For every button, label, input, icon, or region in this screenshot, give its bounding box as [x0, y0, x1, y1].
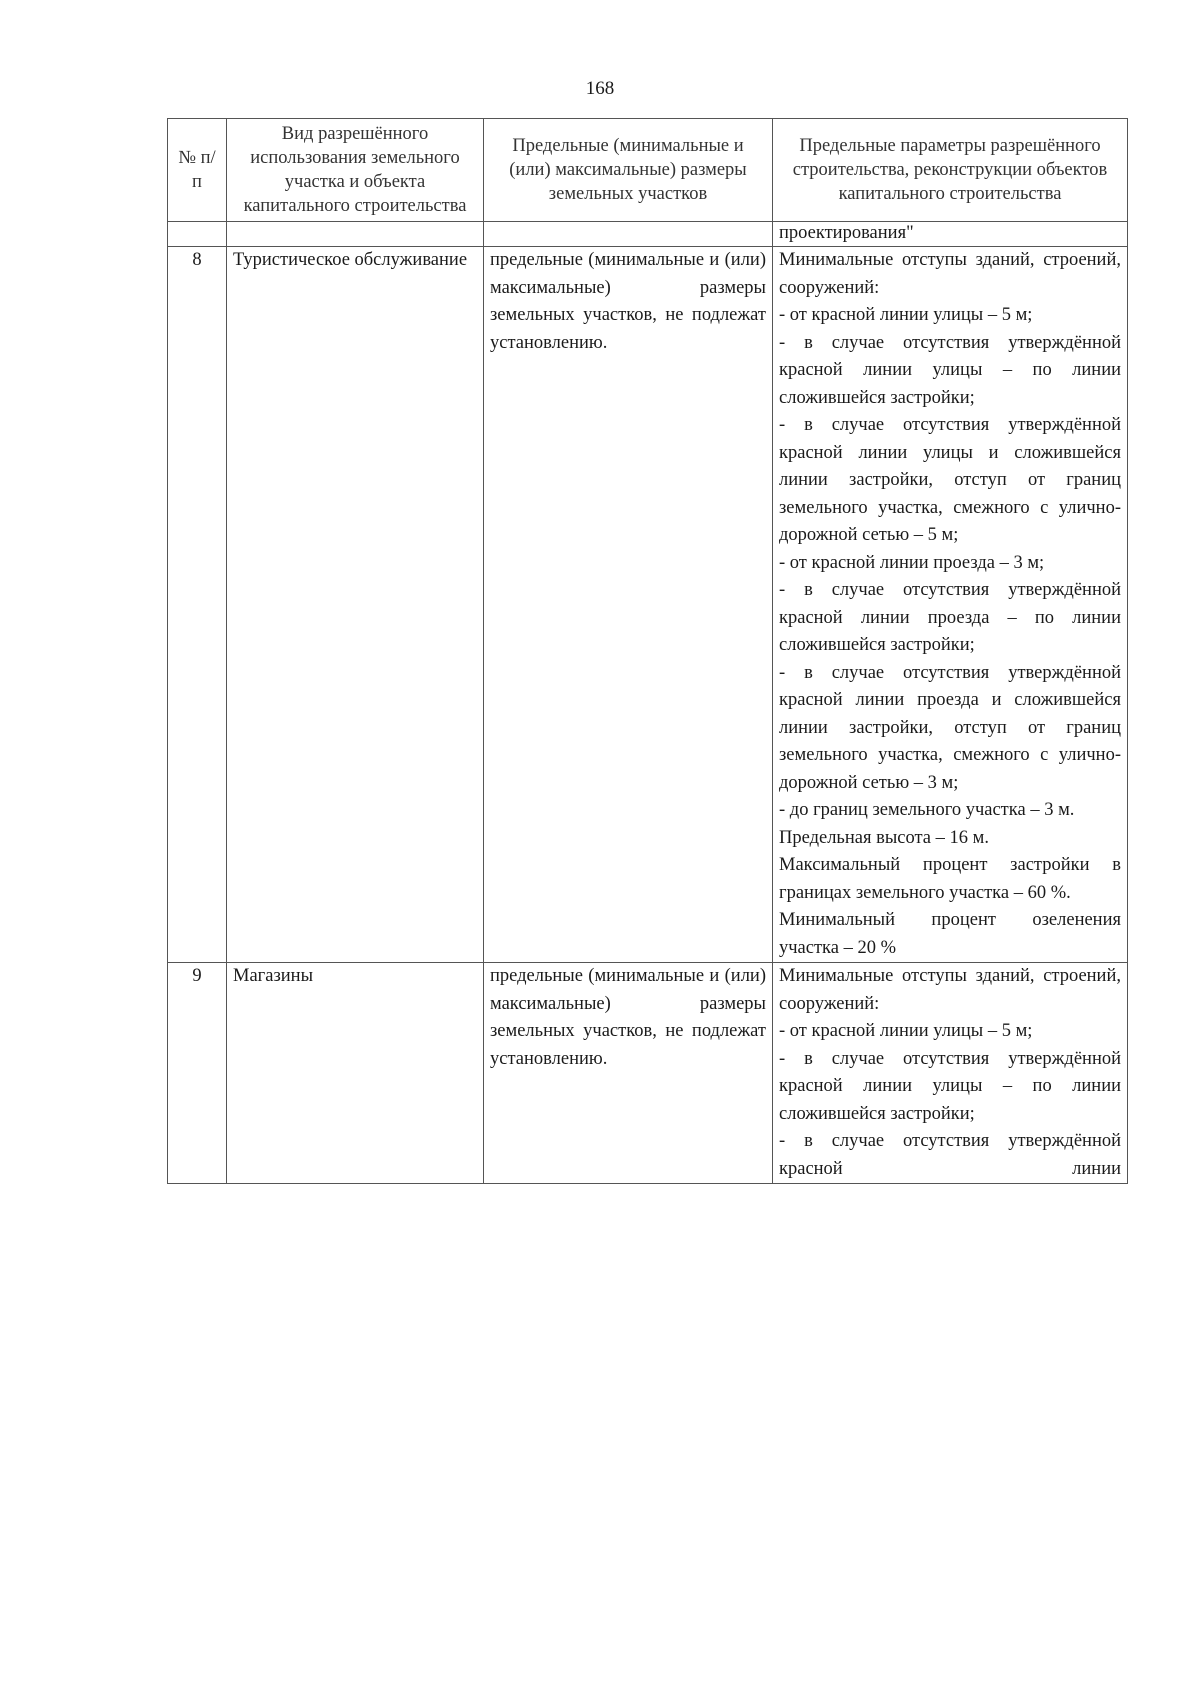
row-plot-size-limits: предельные (минимальные и (или) максимальные) размеры земельных участков, не подлежат установлению. [484, 247, 773, 963]
param-line: Минимальный процент озеленения участка – 20 % [779, 910, 1121, 958]
land-use-regulations-table [167, 118, 1128, 1184]
row-number: 8 [168, 247, 227, 963]
table-row [168, 963, 1128, 1184]
table-cell-empty [227, 222, 484, 247]
row-plot-size-limits: предельные (минимальные и (или) максимальные) размеры земельных участков, не подлежат установлению. [484, 963, 773, 1184]
param-line: - в случае отсутствия утверждённой красной линии улицы – по линии сложившейся застройки; [779, 332, 1121, 408]
header-number: № п/п [168, 119, 227, 222]
param-line: - в случае отсутствия утверждённой красной линии улицы – по линии сложившейся застройки; [779, 1048, 1121, 1124]
header-plot-size-limits: Предельные (минимальные и (или) максимальные) размеры земельных участков [484, 119, 773, 222]
page-number: 168 [585, 78, 615, 99]
param-line: - от красной линии проезда – 3 м; [779, 552, 1045, 573]
header-construction-parameters: Предельные параметры разрешённого строительства, реконструкции объектов капитального строительства [773, 119, 1128, 222]
continuation-text: проектирования" [773, 222, 1128, 247]
param-line: - в случае отсутствия утверждённой красной линии проезда – по линии сложившейся застройки; [779, 580, 1121, 655]
header-permitted-use: Вид разрешённого использования земельного участка и объекта капитального строительства [227, 119, 484, 222]
param-line: Минимальные отступы зданий, строений, сооружений: [779, 250, 1121, 298]
row-permitted-use: Туристическое обслуживание [227, 247, 484, 963]
table-row [168, 247, 1128, 963]
param-line: Предельная высота – 16 м. [779, 827, 989, 848]
table-row-continuation [168, 222, 1128, 247]
table-cell-empty [484, 222, 773, 247]
row-construction-parameters [773, 963, 1128, 1184]
param-line: Минимальные отступы зданий, строений, сооружений: [779, 966, 1121, 1014]
param-line: - в случае отсутствия утверждённой красной линии проезда и сложившейся линии застройки, отступ от границ земельного участка, смежного с улично-дорожной сетью – 3 м; [779, 662, 1121, 793]
param-line: - от красной линии улицы – 5 м; [779, 1021, 1033, 1041]
table-header-row [168, 119, 1128, 222]
row-number: 9 [168, 963, 227, 1184]
table-cell-empty [168, 222, 227, 247]
param-line: Максимальный процент застройки в границах земельного участка – 60 %. [779, 855, 1121, 903]
param-line: - до границ земельного участка – 3 м. [779, 800, 1075, 820]
row-construction-parameters [773, 247, 1128, 963]
param-line: - в случае отсутствия утверждённой красной линии улицы и сложившейся линии застройки, отступ от границ земельного участка, смежного с улично-дорожной сетью – 5 м; [779, 415, 1121, 545]
param-line: - от красной линии улицы – 5 м; [779, 305, 1033, 325]
row-permitted-use: Магазины [227, 963, 484, 1184]
param-line: - в случае отсутствия утверждённой красной линии [779, 1131, 1121, 1179]
